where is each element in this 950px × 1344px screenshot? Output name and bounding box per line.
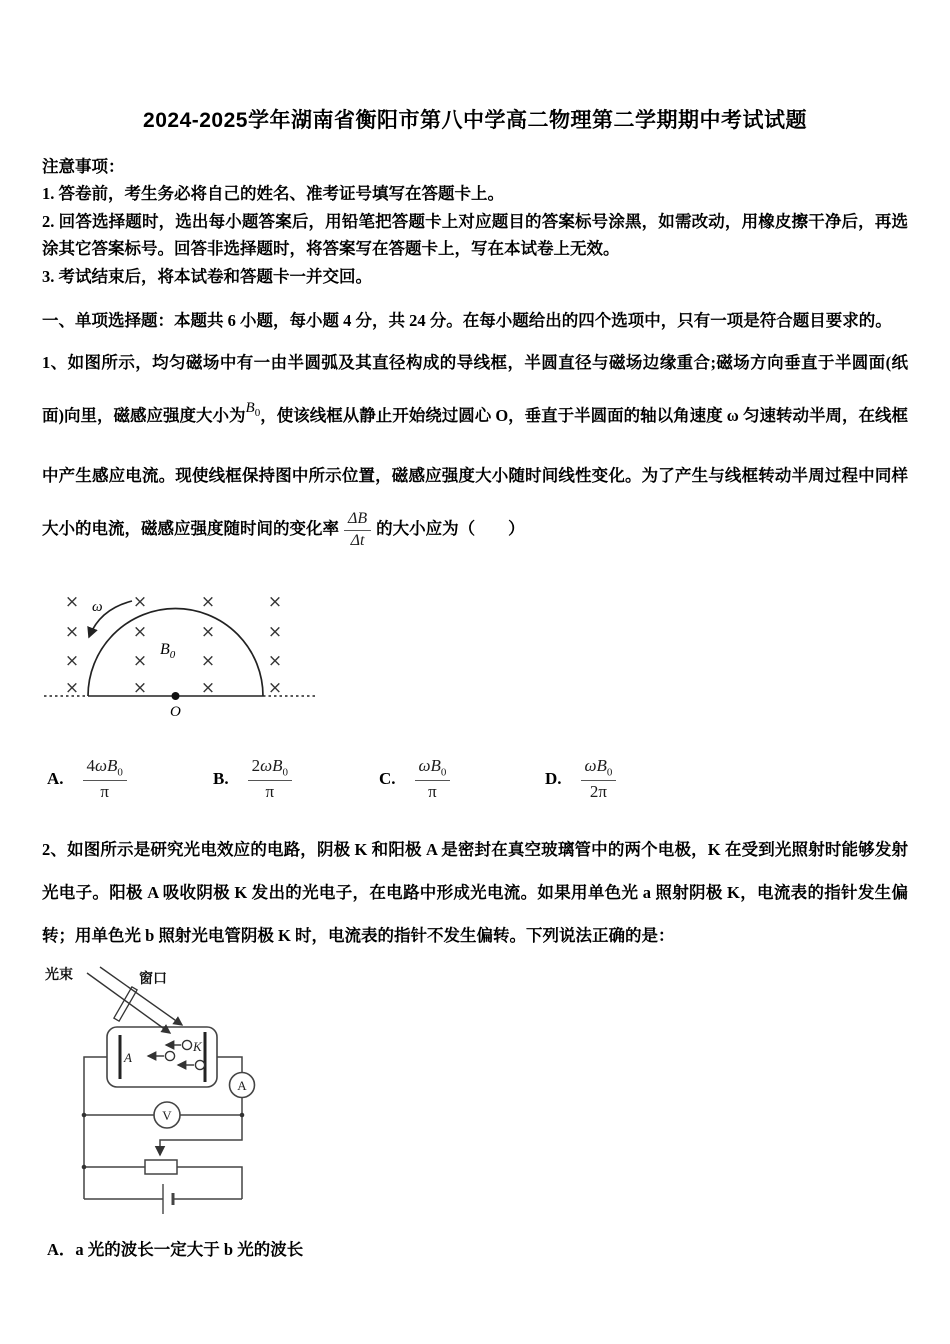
voltmeter-label: V [162,1107,172,1123]
flux-cross-icon: × [132,592,148,612]
option-letter: A. [47,768,64,788]
flux-cross-icon: × [132,622,148,642]
wire-rheostat-right [177,1167,242,1199]
flux-cross-icon: × [267,592,283,612]
notice-item-2: 2. 回答选择题时，选出每小题答案后，用铅笔把答题卡上对应题目的答案标号涂黑，如需改动，用橡皮擦干净后，再选涂其它答案标号。回答非选择题时，将答案写在答题卡上，写在本试卷上无效。 [42,211,908,258]
q2-option-a: A．a 光的波长一定大于 b 光的波长 [47,1239,304,1259]
option-fraction: $\frac{4\omega B_0}{\pi}$ [83,756,127,802]
flux-cross-icon: × [64,622,80,642]
rheostat [145,1160,177,1174]
notice-item-3: 3. 考试结束后，将本试卷和答题卡一并交回。 [42,266,372,286]
q1-option-b [213,756,379,802]
wire-tube-to-ammeter [217,1057,242,1072]
junction-dot [82,1164,87,1169]
omega-label: ω [92,599,103,615]
semicircle-arc-wire [88,609,263,696]
electron [165,1051,174,1060]
option-letter: C. [379,768,396,788]
flux-cross-icon: × [64,678,80,698]
notice-heading: 注意事项： [42,157,125,176]
cathode-label: K [193,1038,202,1054]
flux-cross-icon: × [267,651,283,671]
flux-cross-icon: × [132,678,148,698]
junction-dot [240,1112,245,1117]
center-point-o [172,692,180,700]
origin-label: O [170,704,181,720]
flux-cross-icon: × [200,622,216,642]
q1-figure-magnetic-field [42,581,322,731]
flux-cross-icon: × [64,592,80,612]
flux-cross-icon: × [267,622,283,642]
flux-cross-icon: × [200,592,216,612]
flux-cross-icon: × [267,678,283,698]
q2-figure-photoelectric-circuit [42,965,287,1227]
light-beam-label: 光束 [45,967,73,983]
option-fraction: $\frac{\omega B_0}{2\pi}$ [581,756,617,802]
q1-text-part1: 1、如图所示，均匀磁场中有一由半圆弧及其直径构成的导线框，半圆直径与磁场边缘重合;磁场方向垂直于半圆面(纸面)向里，磁感应强度大小为 [42,353,908,425]
option-fraction: $\frac{2\omega B_0}{\pi}$ [248,756,292,802]
notice-item-1: 1. 答卷前，考生务必将自己的姓名、准考证号填写在答题卡上。 [42,184,504,203]
notice-section [42,154,908,290]
wire-left [84,1057,107,1199]
window-label: 窗口 [139,971,167,987]
option-letter: B. [213,768,229,788]
anode-label: A [124,1049,132,1065]
section-1-heading: 一、单项选择题：本题共 6 小题，每小题 4 分，共 24 分。在每小题给出的四个选项中，只有一项是符合题目要求的。 [42,311,892,330]
electron [195,1060,204,1069]
flux-cross-icon: × [200,651,216,671]
flux-cross-icon: × [64,651,80,671]
q1-option-a [47,756,213,802]
option-fraction: $\frac{\omega B_0}{\pi}$ [415,756,451,802]
q1-option-c [379,756,545,802]
flux-cross-icon: × [132,651,148,671]
q1-option-d [545,756,711,802]
electron [182,1040,191,1049]
q1-text-part2: ，使该线框从静止开始绕过圆心 O，垂直于半圆面的轴以角速度 ω 匀速转动半周，在线框中产生感应电流。现使线框保持图中所示位置，磁感应强度大小随时间线性变化。为了产生与线框转动半周过程中同样大小的电流，磁感应强度随时间的变化率 [42,406,908,538]
window-slab [114,986,137,1020]
option-letter: D. [545,768,562,788]
flux-cross-icon: × [200,678,216,698]
q1-inline-b0: $B_0$ [245,400,261,419]
q1-rate-fraction: $\frac{\Delta B}{\Delta t}$ [344,510,371,550]
q1-text-part3: 的大小应为（ ） [376,519,525,538]
junction-dot [82,1112,87,1117]
q1-options [47,756,908,802]
b0-field-label: $B_0$ [160,641,176,661]
question-1-text [42,336,908,555]
ammeter-label: A [237,1077,247,1093]
question-2-text: 2、如图所示是研究光电效应的电路，阴极 K 和阳极 A 是密封在真空玻璃管中的两个电极，K 在受到光照射时能够发射光电子。阳极 A 吸收阴极 K 发出的光电子，在电路中形成光电流。如果用单色光 a 照射阴极 K，电流表的指针发生偏转；用单色光 b 照射光电管阴极 K 时，电流表的指针不发生偏转。下列说法正确的是： [42,839,908,945]
page-title: 2024-2025学年湖南省衡阳市第八中学高二物理第二学期期中考试试题 [143,109,807,132]
